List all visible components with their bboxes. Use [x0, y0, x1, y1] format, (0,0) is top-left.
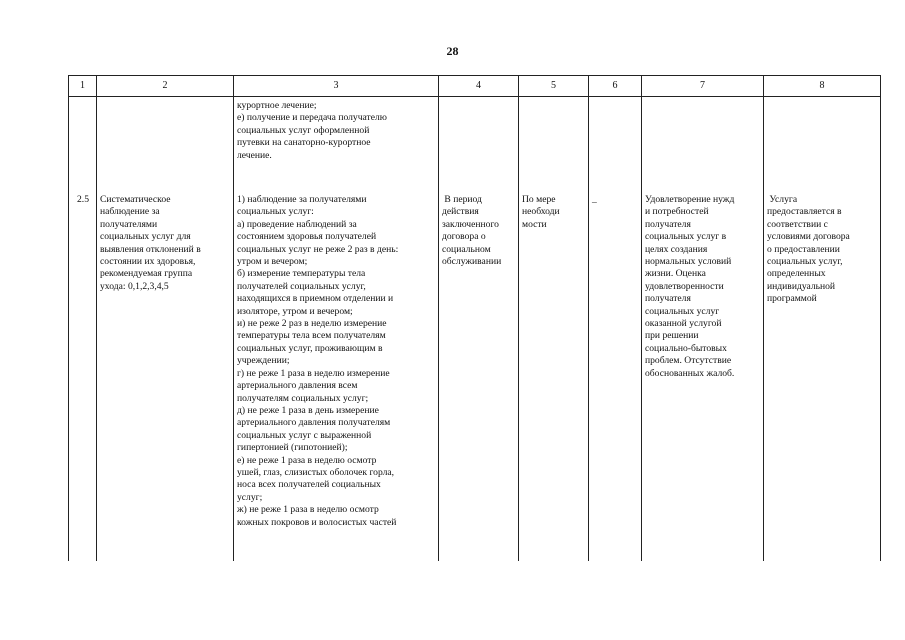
text-line: учреждении;: [237, 355, 290, 367]
text-line: обслуживании: [442, 256, 502, 268]
text-line: при решении: [645, 330, 699, 342]
text-line: социальных услуг с выраженной: [237, 429, 372, 441]
text-line: получателями: [100, 218, 158, 230]
page-number: 28: [446, 44, 459, 58]
cell-r1-c8: [764, 97, 881, 193]
cell-r1-c4: [439, 97, 519, 193]
cell-r1-c5: [519, 97, 589, 193]
text-line: услуг;: [237, 491, 263, 503]
text-line: ушей, глаз, слизистых оболочек горла,: [237, 466, 395, 478]
text-line: социальных услуг оформленной: [237, 124, 370, 136]
text-line: и потребностей: [645, 206, 709, 218]
text-line: условиями договора: [767, 231, 850, 243]
text-line: гипертонией (гипотонией);: [237, 442, 348, 454]
text-line: ж) не реже 1 раза в неделю осмотр: [237, 504, 379, 516]
text-line: лечение.: [237, 149, 272, 161]
text-line: путевки на санаторно-курортное: [237, 137, 371, 149]
text-line: 1) наблюдение за получателями: [237, 194, 367, 205]
text-line: г) не реже 1 раза в неделю измерение: [237, 367, 390, 379]
header-cell-2: 2: [97, 76, 234, 97]
text-line: действия: [442, 206, 479, 218]
text-line: необходи: [522, 206, 560, 218]
text-line: ухода: 0,1,2,3,4,5: [100, 280, 169, 292]
text-line: определенных: [767, 268, 826, 280]
text-line: е) получение и передача получателю: [237, 112, 387, 124]
text-line: социальных услуг в: [645, 231, 727, 243]
quality-indicators-cell: [642, 192, 764, 561]
text-line: социальных услуг:: [237, 206, 314, 218]
text-line: кожных покровов и волосистых частей: [237, 516, 397, 528]
text-line: рекомендуемая группа: [100, 268, 193, 280]
header-cell-6: 6: [589, 76, 642, 97]
conditions-cell: [764, 192, 881, 561]
text-line: температуры тела всем получателям: [237, 330, 386, 342]
text-line: договора о: [442, 231, 486, 243]
text-line: получателям социальных услуг;: [237, 392, 369, 404]
text-line: получателей социальных услуг,: [237, 280, 366, 292]
service-frequency-cell: [519, 192, 589, 561]
text-line: соответствии с: [767, 218, 828, 230]
text-line: предоставляется в: [767, 206, 842, 218]
text-line: социально-бытовых: [645, 342, 727, 354]
text-line: получателя: [645, 293, 691, 305]
cell-r1-c7: [642, 97, 764, 193]
text-line: программой: [767, 293, 817, 305]
services-table: [68, 75, 881, 561]
text-line: изоляторе, утром и вечером;: [237, 305, 353, 317]
header-row: [69, 76, 881, 97]
text-line: обоснованных жалоб.: [645, 367, 735, 379]
text-line: б) измерение температуры тела: [237, 268, 366, 280]
text-line: состоянием здоровья получателей: [237, 231, 377, 243]
text-line: состоянии их здоровья,: [100, 256, 196, 268]
service-name-cell: [97, 192, 234, 561]
text-line: заключенного: [442, 218, 499, 230]
header-cell-4: 4: [439, 76, 519, 97]
text-line: социальных услуг для: [100, 231, 191, 243]
table-row-2-5: [69, 192, 881, 561]
text-line: курортное лечение;: [237, 100, 317, 111]
header-cell-1: 1: [69, 76, 97, 97]
cell-r1-c2: [97, 97, 234, 193]
text-line: о предоставлении: [767, 243, 840, 255]
text-line: проблем. Отсутствие: [645, 355, 732, 367]
text-line: выявления отклонений в: [100, 243, 201, 255]
text-line: индивидуальной: [767, 280, 836, 292]
cell-r1-c1: [69, 97, 97, 193]
header-cell-7: 7: [642, 76, 764, 97]
text-line: Систематическое: [100, 194, 171, 205]
text-line: и) не реже 2 раз в неделю измерение: [237, 318, 387, 330]
text-line: Услуга: [767, 194, 798, 205]
text-line: социальных услуг: [645, 305, 720, 317]
item-number: 2.5: [69, 192, 97, 561]
text-line: артериального давления получателям: [237, 417, 391, 429]
text-line: По мере: [522, 194, 556, 205]
text-line: целях создания: [645, 243, 708, 255]
text-line: получателя: [645, 218, 691, 230]
text-line: жизни. Оценка: [645, 268, 706, 280]
text-line: носа всех получателей социальных: [237, 479, 381, 491]
cell-r1-c3: [234, 97, 439, 193]
service-period-cell: [439, 192, 519, 561]
text-line: В период: [442, 194, 482, 205]
text-line: социальных услуг, проживающим в: [237, 342, 383, 354]
header-cell-3: 3: [234, 76, 439, 97]
text-line: социальном: [442, 243, 491, 255]
service-cost-cell: _: [589, 192, 642, 561]
cell-r1-c6: [589, 97, 642, 193]
text-line: наблюдение за: [100, 206, 160, 218]
text-line: нормальных условий: [645, 256, 732, 268]
text-line: а) проведение наблюдений за: [237, 218, 357, 230]
text-line: социальных услуг,: [767, 256, 843, 268]
service-description-cell: [234, 192, 439, 561]
text-line: Удовлетворение нужд: [645, 194, 735, 205]
header-cell-8: 8: [764, 76, 881, 97]
text-line: д) не реже 1 раза в день измерение: [237, 404, 379, 416]
text-line: артериального давления всем: [237, 380, 358, 392]
text-line: мости: [522, 218, 547, 230]
text-line: е) не реже 1 раза в неделю осмотр: [237, 454, 377, 466]
text-line: оказанной услугой: [645, 318, 722, 330]
text-line: находящихся в приемном отделении и: [237, 293, 394, 305]
text-line: удовлетворенности: [645, 280, 724, 292]
text-line: социальных услуг не реже 2 раз в день:: [237, 243, 399, 255]
table-row-continuation: [69, 97, 881, 193]
text-line: утром и вечером;: [237, 256, 308, 268]
header-cell-5: 5: [519, 76, 589, 97]
